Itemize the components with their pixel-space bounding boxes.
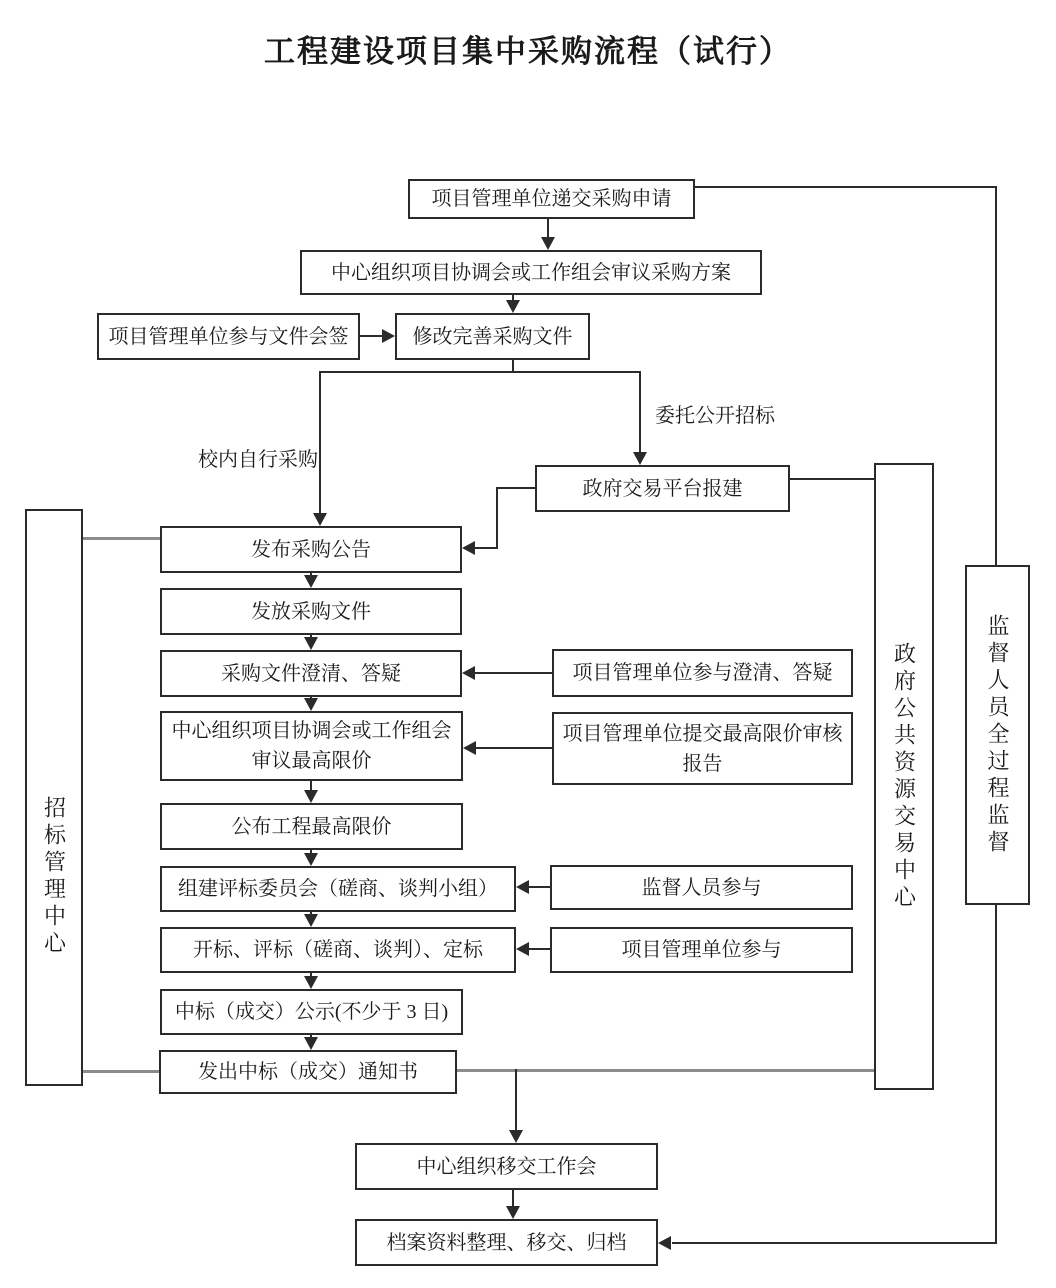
arrowhead-into-publish-notice-right bbox=[462, 541, 475, 555]
arrowhead-into-handover bbox=[509, 1130, 523, 1143]
connector-clarify-participate bbox=[475, 672, 552, 674]
connector-lane-to-award-notice bbox=[83, 1070, 159, 1073]
connector-platform-to-resource-lane bbox=[790, 478, 874, 480]
arrowhead-into-reviewcap-right bbox=[463, 741, 476, 755]
edge-label-public-tender: 委托公开招标 bbox=[655, 405, 775, 427]
connector-junction-to-handover bbox=[515, 1069, 517, 1131]
node-clarify: 采购文件澄清、答疑 bbox=[160, 650, 462, 697]
node-countersign: 项目管理单位参与文件会签 bbox=[97, 313, 360, 360]
node-handover-meeting: 中心组织移交工作会 bbox=[355, 1143, 658, 1190]
node-review-plan: 中心组织项目协调会或工作组会审议采购方案 bbox=[300, 250, 762, 295]
arrowhead-into-review-plan bbox=[541, 237, 555, 250]
lane-bid-center: 招标管理中心 bbox=[25, 509, 83, 1086]
node-supervisor-participate: 监督人员参与 bbox=[550, 865, 853, 910]
arrowhead-into-improve-left bbox=[382, 329, 395, 343]
connector-price-cap-report bbox=[476, 747, 552, 749]
page-title: 工程建设项目集中采购流程（试行） bbox=[264, 34, 792, 69]
node-publish-price-cap: 公布工程最高限价 bbox=[160, 803, 463, 850]
connector-notice-to-resource-lane bbox=[457, 1069, 874, 1072]
lane-public-resource-center: 政府公共资源交易中心 bbox=[874, 463, 934, 1090]
node-form-committee: 组建评标委员会（磋商、谈判小组） bbox=[160, 866, 516, 912]
arrowhead-into-improve-docs bbox=[506, 300, 520, 313]
arrowhead-into-bid-opening bbox=[304, 914, 318, 927]
node-issue-docs: 发放采购文件 bbox=[160, 588, 462, 635]
arrowhead-into-award-publicity bbox=[304, 976, 318, 989]
arrowhead-into-platform-register bbox=[633, 452, 647, 465]
node-submit-request: 项目管理单位递交采购申请 bbox=[408, 179, 695, 219]
connector-pm-participate bbox=[529, 948, 550, 950]
arrowhead-into-publish-price-cap bbox=[304, 790, 318, 803]
connector-top-to-right-spine bbox=[695, 186, 997, 188]
connector-branch-public-tender bbox=[639, 371, 641, 453]
arrowhead-into-publish-notice-top bbox=[313, 513, 327, 526]
connector-spine-to-archive bbox=[672, 1242, 997, 1244]
arrowhead-into-review-price-cap bbox=[304, 698, 318, 711]
connector-submit-to-review bbox=[547, 218, 549, 239]
connector-handover-archive bbox=[512, 1190, 514, 1207]
arrowhead-into-clarify-right bbox=[462, 666, 475, 680]
node-review-price-cap: 中心组织项目协调会或工作组会审议最高限价 bbox=[160, 711, 463, 781]
arrowhead-into-archive-top bbox=[506, 1206, 520, 1219]
edge-label-self-procure: 校内自行采购 bbox=[198, 449, 318, 471]
connector-platform-left-b bbox=[496, 487, 498, 549]
arrowhead-into-clarify bbox=[304, 637, 318, 650]
connector-lane-to-publish-notice bbox=[83, 537, 160, 540]
connector-branch-bar bbox=[319, 371, 641, 373]
node-price-cap-report: 项目管理单位提交最高限价审核报告 bbox=[552, 712, 853, 785]
node-bid-opening: 开标、评标（磋商、谈判）、定标 bbox=[160, 927, 516, 973]
arrowhead-into-award-notice bbox=[304, 1037, 318, 1050]
connector-countersign-to-improve bbox=[360, 335, 384, 337]
arrowhead-into-committee-right bbox=[516, 880, 529, 894]
connector-platform-left-c bbox=[474, 547, 498, 549]
connector-platform-left-a bbox=[497, 487, 535, 489]
node-platform-register: 政府交易平台报建 bbox=[535, 465, 790, 512]
arrowhead-into-opening-right bbox=[516, 942, 529, 956]
connector-supervisor-participate bbox=[529, 886, 550, 888]
node-clarify-participate: 项目管理单位参与澄清、答疑 bbox=[552, 649, 853, 697]
node-pm-participate: 项目管理单位参与 bbox=[550, 927, 853, 973]
arrowhead-into-issue-docs bbox=[304, 575, 318, 588]
lane-supervision: 监督人员全过程监督 bbox=[965, 565, 1030, 905]
node-archive: 档案资料整理、移交、归档 bbox=[355, 1219, 658, 1266]
node-publish-notice: 发布采购公告 bbox=[160, 526, 462, 573]
connector-branch-self-procure bbox=[319, 371, 321, 514]
node-improve-docs: 修改完善采购文件 bbox=[395, 313, 590, 360]
node-award-notice: 发出中标（成交）通知书 bbox=[159, 1050, 457, 1094]
arrowhead-into-form-committee bbox=[304, 853, 318, 866]
arrowhead-into-archive-right bbox=[658, 1236, 671, 1250]
node-award-publicity: 中标（成交）公示(不少于 3 日) bbox=[160, 989, 463, 1035]
